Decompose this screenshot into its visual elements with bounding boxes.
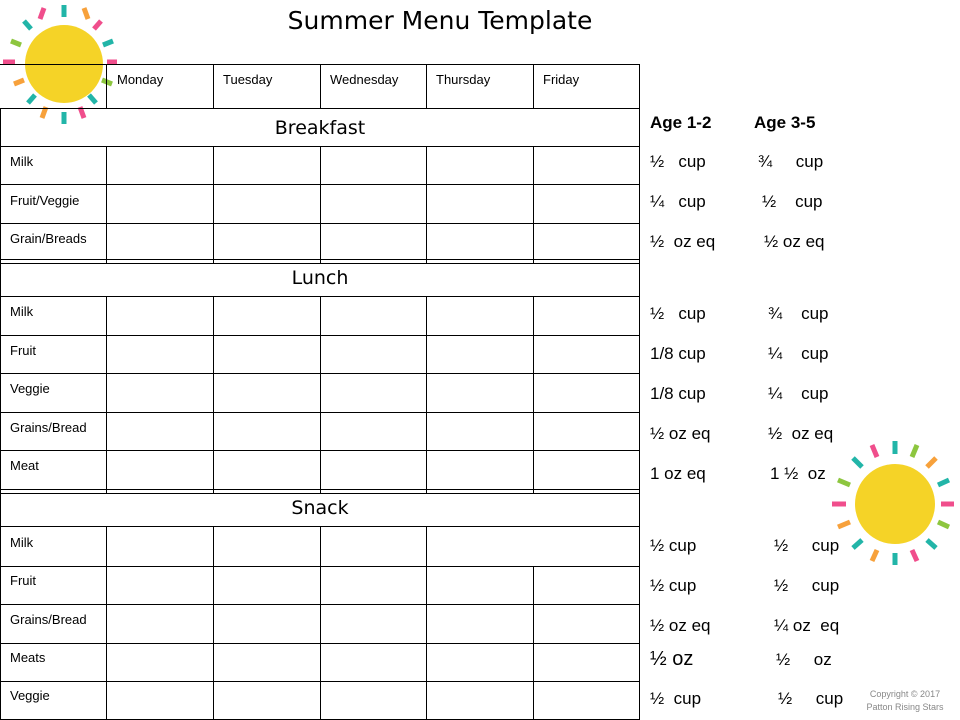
row-label-lunch-milk: Milk	[10, 304, 34, 319]
portion-snack-grains-3-5: ¼ oz eq	[774, 616, 840, 635]
portion-snack-meats-1-2: ½ oz	[650, 648, 694, 670]
row-label-snack-veggie: Veggie	[10, 688, 50, 703]
copyright-owner: Patton Rising Stars	[866, 702, 944, 712]
grid-line	[0, 108, 1, 720]
grid-line	[213, 146, 214, 263]
row-label-lunch-meat: Meat	[10, 458, 39, 473]
row-label-snack-meats: Meats	[10, 650, 46, 665]
row-label-breakfast-fruit-veggie: Fruit/Veggie	[10, 193, 80, 208]
portion-lunch-meat-1-2: 1 oz eq	[650, 464, 706, 483]
day-header-thursday: Thursday	[436, 72, 491, 87]
row-label-lunch-fruit: Fruit	[10, 343, 36, 358]
age-header-3-5: Age 3-5	[754, 113, 816, 132]
portion-snack-fruit-3-5: ½ cup	[774, 576, 840, 595]
portion-snack-fruit-1-2: ½ cup	[650, 576, 697, 595]
grid-line	[106, 64, 107, 108]
grid-line	[106, 526, 107, 720]
copyright-notice	[858, 688, 952, 714]
grid-line	[533, 64, 534, 108]
grid-line	[639, 64, 640, 720]
portion-lunch-grains-1-2: ½ oz eq	[650, 424, 711, 443]
grid-line	[106, 296, 107, 493]
day-header-friday: Friday	[543, 72, 580, 87]
grid-line	[320, 296, 321, 493]
age-header-1-2: Age 1-2	[650, 113, 712, 132]
section-heading-breakfast: Breakfast	[274, 117, 366, 139]
portion-breakfast-fruit-3-5: ½ cup	[762, 192, 823, 211]
portion-lunch-meat-3-5: 1 ½ oz	[770, 464, 826, 483]
grid-line	[213, 526, 214, 720]
row-label-breakfast-grain-breads: Grain/Breads	[10, 231, 87, 246]
day-header-tuesday: Tuesday	[223, 72, 273, 87]
copyright-line: Copyright © 2017	[869, 689, 941, 699]
page-title: Summer Menu Template	[287, 6, 593, 35]
section-heading-snack: Snack	[291, 497, 349, 519]
row-label-breakfast-milk: Milk	[10, 154, 34, 169]
row-label-lunch-grains-bread: Grains/Bread	[10, 420, 87, 435]
portion-snack-grains-1-2: ½ oz eq	[650, 616, 711, 635]
grid-line	[533, 296, 534, 493]
grid-line	[533, 566, 534, 720]
portion-lunch-veggie-3-5: ¼ cup	[768, 384, 829, 403]
portion-snack-veggie-3-5: ½ cup	[778, 689, 844, 708]
portion-lunch-veggie-1-2: 1/8 cup	[650, 384, 706, 403]
grid-line	[426, 526, 427, 720]
menu-table	[0, 64, 640, 720]
portion-snack-veggie-1-2: ½ cup	[650, 689, 702, 708]
grid-line	[320, 64, 321, 108]
row-label-snack-fruit: Fruit	[10, 573, 36, 588]
portion-lunch-fruit-3-5: ¼ cup	[768, 344, 829, 363]
grid-line	[106, 146, 107, 263]
grid-line	[426, 146, 427, 263]
grid-line	[213, 296, 214, 493]
day-header-wednesday: Wednesday	[330, 72, 399, 87]
portion-lunch-fruit-1-2: 1/8 cup	[650, 344, 706, 363]
portion-lunch-milk-3-5: ¾ cup	[768, 304, 829, 323]
grid-line	[0, 108, 640, 109]
portion-breakfast-grain-1-2: ½ oz eq	[650, 232, 716, 251]
grid-line	[320, 146, 321, 263]
grid-line	[0, 493, 640, 494]
portion-snack-meats-3-5: ½ oz	[776, 650, 832, 669]
section-heading-lunch: Lunch	[291, 267, 349, 289]
grid-line	[213, 64, 214, 108]
day-header-monday: Monday	[117, 72, 164, 87]
portion-snack-milk-1-2: ½ cup	[650, 536, 697, 555]
grid-line	[0, 263, 640, 264]
grid-line	[426, 64, 427, 108]
row-label-snack-milk: Milk	[10, 535, 34, 550]
portion-breakfast-milk-1-2: ½ cup	[650, 152, 706, 171]
portion-breakfast-milk-3-5: ¾ cup	[758, 152, 824, 171]
row-label-snack-grains-bread: Grains/Bread	[10, 612, 87, 627]
row-label-lunch-veggie: Veggie	[10, 381, 50, 396]
grid-line	[533, 146, 534, 263]
portion-snack-milk-3-5: ½ cup	[774, 536, 840, 555]
portion-breakfast-fruit-1-2: ¼ cup	[650, 192, 706, 211]
portion-lunch-milk-1-2: ½ cup	[650, 304, 706, 323]
portion-breakfast-grain-3-5: ½ oz eq	[764, 232, 825, 251]
grid-line	[426, 296, 427, 493]
grid-line	[320, 526, 321, 720]
portion-lunch-grains-3-5: ½ oz eq	[768, 424, 834, 443]
sun-icon-bottom-right	[828, 436, 960, 568]
